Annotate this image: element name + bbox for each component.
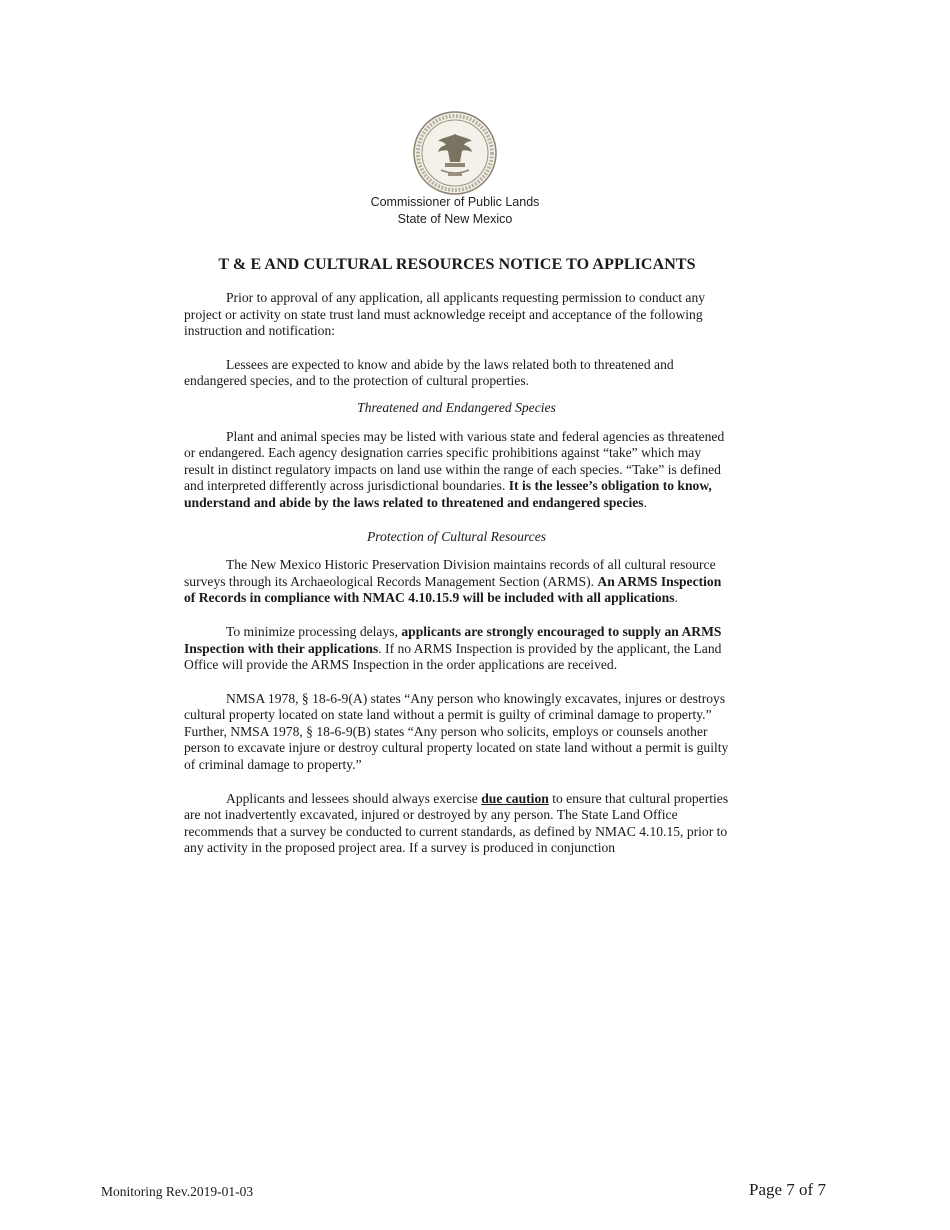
lessee-paragraph: Lessees are expected to know and abide by the laws related both to threatened and endangered species, and to the protection of cultural properties. xyxy=(184,356,674,389)
agency-name: Commissioner of Public Lands xyxy=(370,195,540,209)
section-heading-cultural: Protection of Cultural Resources xyxy=(366,528,547,544)
arms-text-end: . xyxy=(674,590,678,606)
processing-paragraph xyxy=(184,624,729,674)
notice-body xyxy=(184,290,729,874)
processing-text-end: . If no ARMS Inspection is provided by the applicant, the Land Office will provide the ARMS Inspection in the order applications are received. xyxy=(184,640,722,673)
species-obligation-text: It is the lessee’s obligation to know, understand and abide by the laws related to threatened and endangered species xyxy=(184,478,712,510)
state-seal-icon xyxy=(412,110,498,196)
due-caution-text: due caution xyxy=(481,790,549,806)
caution-text-start: Applicants and lessees should always exercise xyxy=(226,790,482,806)
processing-encouragement-text: applicants are strongly encouraged to supply an ARMS Inspection with their applications xyxy=(184,623,722,656)
page-number: Page 7 of 7 xyxy=(749,1180,826,1199)
intro-paragraph: Prior to approval of any application, all applicants requesting permission to conduct any project or activity on state trust land must acknowledge receipt and acceptance of the following instruction and notification: xyxy=(184,290,706,339)
arms-text: The New Mexico Historic Preservation Division maintains records of all cultural resource surveys through its Archaeological Records Management Section (ARMS). xyxy=(184,557,716,589)
page-title: T & E AND CULTURAL RESOURCES NOTICE TO APPLICANTS xyxy=(218,256,696,273)
arms-paragraph xyxy=(184,557,729,607)
statute-paragraph: NMSA 1978, § 18-6-9(A) states “Any person who knowingly excavates, injures or destroys cultural property located on state land without a permit is guilty of criminal damage to property.” Further, NMSA 1978, § 18-6-9(B) states “Any person who solicits, employs or counsels another person to excavate injure or destroy cultural property located on state land without a permit is guilty of criminal damage to property.” xyxy=(184,690,729,773)
revision-label: Monitoring Rev.2019-01-03 xyxy=(101,1184,254,1199)
species-paragraph xyxy=(184,429,729,512)
processing-text-start: To minimize processing delays, xyxy=(226,623,402,639)
caution-paragraph xyxy=(184,791,729,857)
section-heading-species: Threatened and Endangered Species xyxy=(357,399,556,415)
arms-requirement-text: An ARMS Inspection of Records in compliance with NMAC 4.10.15.9 will be included with all applications xyxy=(184,573,722,606)
caution-text-end: to ensure that cultural properties are not inadvertently excavated, injured or destroyed by any person. The State Land Office recommends that a survey be conducted to current standards, as defined by NMAC 4.10.15, prior to any activity in the proposed project area. If a survey is produced in conjunction xyxy=(184,790,729,856)
species-text-end: . xyxy=(643,494,647,510)
species-text: Plant and animal species may be listed with various state and federal agencies as threatened or endangered. Each agency designation carries specific prohibitions against “take” which may result in distinct regulatory impacts on land use within the range of each species. “Take” is defined and interpreted differently across jurisdictional boundaries. xyxy=(184,428,725,494)
agency-state: State of New Mexico xyxy=(397,212,513,226)
